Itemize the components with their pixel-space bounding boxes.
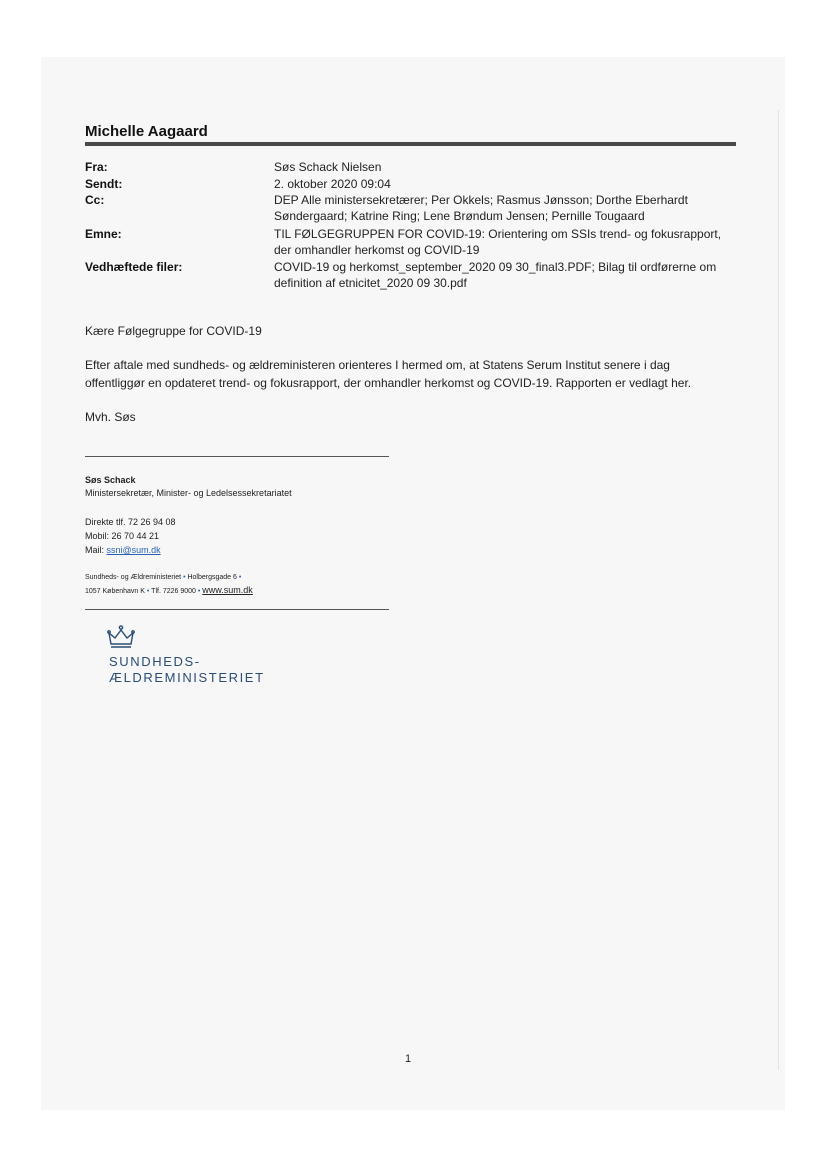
subject-value-line-1: TIL FØLGEGRUPPEN FOR COVID-19: Orientering om SSIs trend- og fokusrapport, (274, 227, 722, 241)
sent-label: Sendt: (85, 177, 123, 191)
postal-city: 1057 København K (85, 588, 145, 595)
body-paragraph-line-1: Efter aftale med sundheds- og ældreministeren orienteres I hermed om, at Statens Serum Institut senere i dag (85, 358, 670, 372)
sent-value: 2. oktober 2020 09:04 (274, 177, 391, 191)
signature-address-line-2 (85, 585, 253, 597)
ministry-name: Sundheds- og Ældreministeriet (85, 574, 182, 581)
signature-title: Ministersekretær, Minister- og Ledelsessekretariatet (85, 488, 292, 498)
attachments-label: Vedhæftede filer: (85, 260, 183, 274)
closing: Mvh. Søs (85, 410, 136, 424)
crown-icon (106, 624, 136, 650)
email-owner-name: Michelle Aagaard (85, 123, 208, 140)
bullet-icon: • (238, 574, 242, 581)
header-rule (85, 142, 736, 146)
office-phone: Tlf. 7226 9000 (151, 588, 196, 595)
mail-link[interactable]: ssni@sum.dk (106, 545, 161, 555)
logo-text-line-1: SUNDHEDS- (109, 654, 201, 669)
cc-value-line-1: DEP Alle ministersekretærer; Per Okkels; Rasmus Jønsson; Dorthe Eberhardt (274, 193, 688, 207)
signature-address-line-1 (85, 573, 241, 583)
attachments-value-line-1: COVID-19 og herkomst_september_2020 09 30_final3.PDF; Bilag til ordførerne om (274, 260, 717, 274)
signature-bottom-rule (85, 609, 389, 610)
website-link[interactable]: www.sum.dk (202, 585, 253, 595)
subject-label: Emne: (85, 227, 122, 241)
from-value: Søs Schack Nielsen (274, 160, 382, 174)
from-label: Fra: (85, 160, 108, 174)
signature-direct-phone: Direkte tlf. 72 26 94 08 (85, 517, 176, 527)
signature-mail-line (85, 544, 161, 556)
signature-top-rule (85, 456, 389, 457)
page-number: 1 (405, 1053, 412, 1065)
bullet-icon: • (183, 574, 186, 581)
signature-name: Søs Schack (85, 475, 136, 485)
logo-text-line-2: ÆLDREMINISTERIET (109, 670, 265, 685)
bullet-icon: • (146, 588, 150, 595)
mail-label: Mail: (85, 545, 107, 555)
scan-edge-line (778, 110, 779, 1070)
cc-label: Cc: (85, 193, 105, 207)
body-paragraph-line-2: offentliggør en opdateret trend- og fokusrapport, der omhandler herkomst og COVID-19. Rapporten er vedlagt her. (85, 376, 692, 390)
attachments-value-line-2: definition af etnicitet_2020 09 30.pdf (274, 276, 467, 290)
subject-value-line-2: der omhandler herkomst og COVID-19 (274, 243, 480, 257)
cc-value-line-2: Søndergaard; Katrine Ring; Lene Brøndum Jensen; Pernille Tougaard (274, 209, 645, 223)
bullet-icon: • (197, 588, 201, 595)
signature-mobile-phone: Mobil: 26 70 44 21 (85, 531, 160, 541)
greeting: Kære Følgegruppe for COVID-19 (85, 324, 262, 338)
street-address: Holbergsgade 6 (187, 574, 237, 581)
